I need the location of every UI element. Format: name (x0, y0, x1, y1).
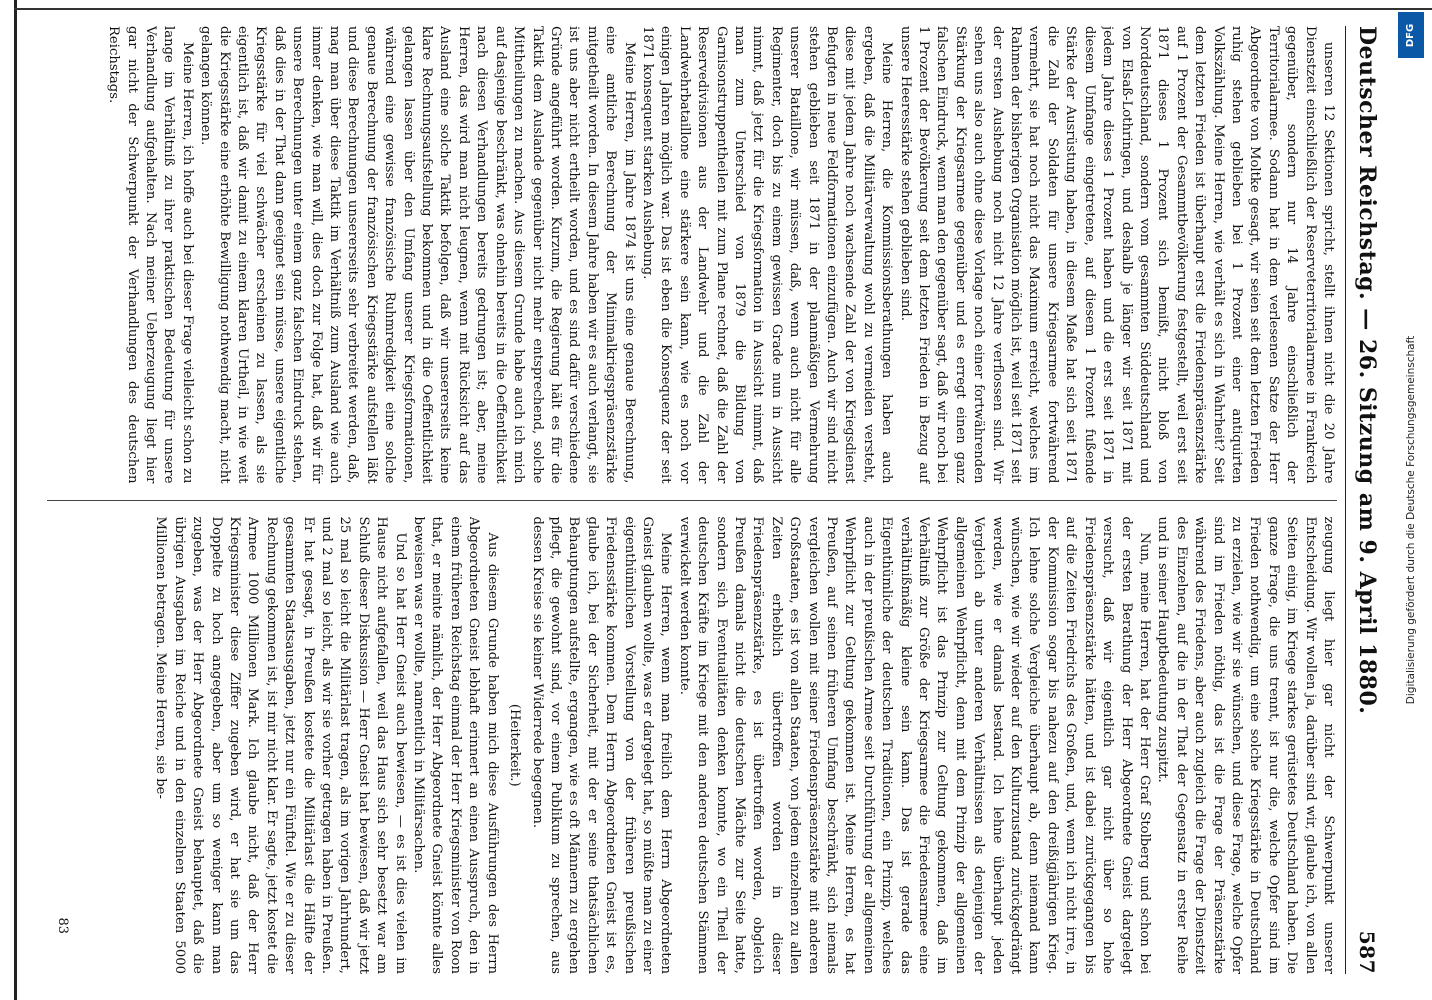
right-column (47, 517, 1337, 975)
left-column (47, 26, 1337, 484)
dfg-logo (1398, 12, 1424, 58)
page-title: Deutscher Reichstag. — 26. Sitzung am 9. April 1880. (1354, 26, 1380, 715)
rotated-page-content (20, 10, 1390, 990)
dfg-logo-text: DFG (1405, 23, 1417, 47)
signature-mark: 83 (55, 917, 71, 934)
paragraph: unseren 12 Sektionen spricht, stellt ihnen nicht die 20 Jahre Dienstzeit einschließlich der Reserveterritorialarmee in Frankreich gegenüber, sondern nur 14 Jahre einschließlich der Territorialarmee. Sodann hat in dem verlesenen Satze der Herr Abgeordnete von Moltke gesagt, wir seien seit dem letzten Frieden ruhig stehen geblieben bei 1 Prozent einer antiquirten Volkszählung. Meine Herren, wie verhält es sich in Wahrheit? Seit dem letzten Frieden ist überhaupt erst die Friedenspräsenzstärke auf 1 Prozent der Gesammtbevölkerung festgestellt, weil erst seit 1871 dieses 1 Prozent sich bemißt, nicht bloß von Norddeutschland, sondern vom gesammten Süddeutschland und von Elsaß-Lothringen, und deshalb je länger wir seit 1871 mit jedem Jahre dieses 1 Prozent haben und die erst seit 1871 in diesem Umfange eingetretene, auf diesem 1 Prozent fußende Stärke der Ausrüstung haben, in diesem Maße hat sich seit 1871 die Zahl der Soldaten für unsere Kriegsarmee fortwährend vermehrt, sie hat noch nicht das Maximum erreicht, welches im Rahmen der bisherigen Organisation möglich ist, weil seit 1871 seit der ersten Aushebung noch nicht 12 Jahre verflossen sind. Wir sehen uns also auch ohne diese Vorlage noch einer fortwährenden Stärkung der Kriegsarmee gegenüber und es erregt einen ganz falschen Eindruck, wenn man den gegenüber sagt, daß wir noch bei 1 Prozent der Bevölkerung seit dem letzten Frieden in Bezug auf unsere Heeresstärke stehen geblieben sind. (897, 26, 1336, 484)
digitization-note: Digitalisierung gefördert durch die Deutsche Forschungsgemeinschaft (1405, 335, 1417, 705)
paragraph: Aus diesem Grunde haben mich diese Ausführungen des Herrn Abgeordneten Gneist lebhaft erinnert an einen Ausspruch, den in einem früheren Reichstag einmal der Herr Kriegsminister von Roon that, er meinte nämlich, der Herr Abgeordnete Gneist könnte alles beweisen was er wollte, namentlich in Militärsachen. (411, 516, 500, 974)
page-number: 587 (1355, 930, 1379, 974)
paragraph: Meine Herren, im Jahre 1874 ist uns eine genaue Berechnung, eine amtliche Berechnung der Minimalkriegspräsenzstärke mitgetheilt worden. In diesem Jahre haben wir es auch verlangt, sie ist uns aber nicht ertheilt worden, und es sind dafür verschiedene Gründe angeführt worden. Kurzum, die Regierung hält es für die Taktik dem Auslande gegenüber nicht mehr entsprechend, solche Mittheilungen zu machen. Aus diesem Grunde habe auch ich mich auf dasjenige beschränkt, was ohnehin bereits in die Oeffentlichkeit nach diesen Verhandlungen bereits gedrungen ist; aber, meine Herren, das wird man nicht leugnen, wenn mit Rücksicht auf das Ausland eine solche Taktik befolgen, daß wir unsererseits keine klare Rechnungsaufstellung bekommen und in die Oeffentlichkeit gelangen lassen über den Umfang unserer Kriegsformationen, während eine gewisse französische Ruhmredigkeit eine solche genaue Berechnung der französischen Kriegsstärke aufstellen läßt und diese Berechnungen unsererseits sehr verbreitet werden, daß, mag man über diese Taktik im Verhältniß zum Ausland wie auch immer denken, wie man will, dies doch zur Folge hat, daß wir für unsere Berechnungen unter einem ganz falschen Eindruck stehen, daß dies in der That dann geeignet sein müsse, unsere eigentliche Kriegsstärke für viel schwächer erscheinen zu lassen, als sie eigentlich ist, daß wir damit zu einem klaren Urtheil, in wie weit die Kriegsstärke eine erhöhte Bewilligung nothwendig macht, nicht gelangen können. (198, 26, 637, 484)
column-divider (47, 500, 1337, 501)
paragraph: Und so hat Herr Gneist auch bewiesen, — es ist dies vielen im Hause nicht aufgefallen, weil das Haus sich sehr besetzt war am Schluß dieser Diskussion — Herr Gneist hat bewiesen, daß wir jetzt 25 mal so leicht die Militärlast tragen, als im vorigen Jahrhundert, und 2 mal so leicht, als wir sie vorher getragen haben in Preußen. Er hat gesagt, in Preußen kostete die Militärlast die Hälfte der gesammten Staatsausgaben, jetzt nur ein Fünftel. Wie er zu dieser Rechnung gekommen ist, ist mir nicht klar. Er sagte, jetzt kostet die Armee 1000 Millionen Mark. Ich glaube nicht, daß der Herr Kriegsminister diese Ziffer zugeben wird, er hat sie um das Doppelte zu hoch angegeben, aber um so weniger kann man zugeben, was der Herr Abgeordnete Gneist behauptet, daß die übrigen Ausgaben im Reiche und in den einzelnen Staaten 5000 Millionen betragen. Meine Herren, sie be- (153, 516, 408, 974)
paragraph: Meine Herren, die Kommissionsberathungen haben auch ergeben, daß die Militärverwaltung wohl zu vermeiden versteht, diese mit jedem Jahre noch wachsende Zahl der von Kriegsdienst Befugten in neue Feldformationen einzufügen. Auch wir sind nicht stehen geblieben seit 1871 in der planmäßigen Vermehrung unserer Bataillone, wir müssen, daß, wenn auch nicht für alle Regimenter, doch bis zu einem gewissen Grade nun in Aussicht nimmt, daß jetzt für die Kriegsformation in Aussicht nimmt, daß man zum Unterschied von 1879 die Bildung von Garnisonstruppentheilen mit zum Plane rechnet, daß die Zahl der Reservedivisionen aus der Landwehr und die Zahl der Landwehrbataillone eine stärkere sein kann, wie es noch vor einigen Jahren möglich war. Das ist eben die Konsequenz der seit 1871 konsequent starken Aushebung. (639, 26, 895, 484)
page-header (1345, 26, 1380, 974)
paragraph: Nun, meine Herren, hat der Herr Graf Stolberg und schon bei der ersten Berathung der Herr Abgeordnete Gneist dargelegt versucht, daß wir eigentlich gar nicht über so hohe Friedenspräsenzstärke hätten, und ist dabei zurückgegangen bis auf die Zeiten Friedrichs des Großen, und, wenn ich nicht irre, in der Kommission sogar bis nahezu auf den dreißigjährigen Krieg. Ich lehne solche Vergleiche überhaupt ab, denn niemand kann wünschen, wie wir wieder auf den Kulturzustand zurückgedrängt werden, wie er damals bestand. Ich lehne überhaupt jeden Vergleich ab unter anderen Verhältnissen als denjenigen der allgemeinen Wehrpflicht, denn mit dem Prinzip der allgemeinen Wehrpflicht ist das Prinzip zur Geltung gekommen, daß im Verhältniß zur Größe der Kriegsarmee die Friedensarmee eine verhältnißmäßig kleine sein kann. Das ist gerade das Eigenthümliche der deutschen Traditionen, ein Prinzip, welches auch in der preußischen Armee seit Durchführung der allgemeinen Wehrpflicht zur Geltung gekommen ist. Meine Herren, es hat Preußen, auf seinen früheren Umfang beschränkt, sich niemals vergleichen wollen mit seiner Friedenspräsenzstärke mit anderen Großstaaten, es ist von allen Staaten, von jedem einzelnen zu allen Zeiten erheblich übertroffen worden in dieser Friedenspräsenzstärke, es ist übertroffen worden, obgleich Preußen damals nicht die deutschen Mächte zur Seite hatte, sondern sich Eventualitäten denken konnte, wo ein Theil der deutschen Kräfte im Kriege mit den anderen deutschen Stämmen verwickelt werden konnte. (676, 516, 1152, 974)
paragraph: Meine Herren, ich hoffe auch bei dieser Frage vielleicht schon zu lange im Verhältniß zu ihrer praktischen Bedeutung für unsere Verhandlung aufgehalten. Nach meiner Ueberzeugung liegt hier gar nicht der Schwerpunkt der Verhandlungen des deutschen Reichstags. (106, 26, 195, 484)
paragraph: Meine Herren, wenn man freilich dem Herrn Abgeordneten Gneist glauben wollte, was er dargelegt hat, so müßte man zu einer eigenthümlichen Vorstellung von der früheren preußischen Friedensstärke kommen. Dem Herrn Abgeordneten Gneist ist es, glaube ich, bei der Sicherheit, mit der er seine thatsächlichen Behauptungen aufstellte, ergangen, wie es oft Männern zu ergehen pflegt, die gewohnt sind, vor einem Publikum zu sprechen, aus dessen Kreise sie keiner Widerrede begegnen. (529, 516, 674, 974)
document-page (20, 10, 1390, 990)
paragraph: zeugung liegt hier gar nicht der Schwerpunkt unserer Entscheidung. Wir wollen ja, darüber sind wir, glaube ich, von allen Seiten einig, im Kriege starkes gerüstetes Deutschland haben. Die ganze Frage, die uns trennt, ist nur die, welche Opfer sind im Frieden nothwendig, um eine solche Kriegsstärke in Deutschland zu erzielen, wie wir sie wünschen, und diese Frage, welche Opfer sind im Frieden nöthig, das ist die Frage der Präsenzstärke während des Friedens, aber auch zugleich die Frage der Dienstzeit des Einzelnen, auf die in der That der Gegensatz in erster Reihe und in seiner Hauptbedeutung zuspitzt. (1155, 516, 1336, 974)
applause-note: (Heiterkeit.) (507, 703, 523, 787)
scan-edge-left (14, 0, 17, 1000)
text-columns (47, 26, 1337, 974)
